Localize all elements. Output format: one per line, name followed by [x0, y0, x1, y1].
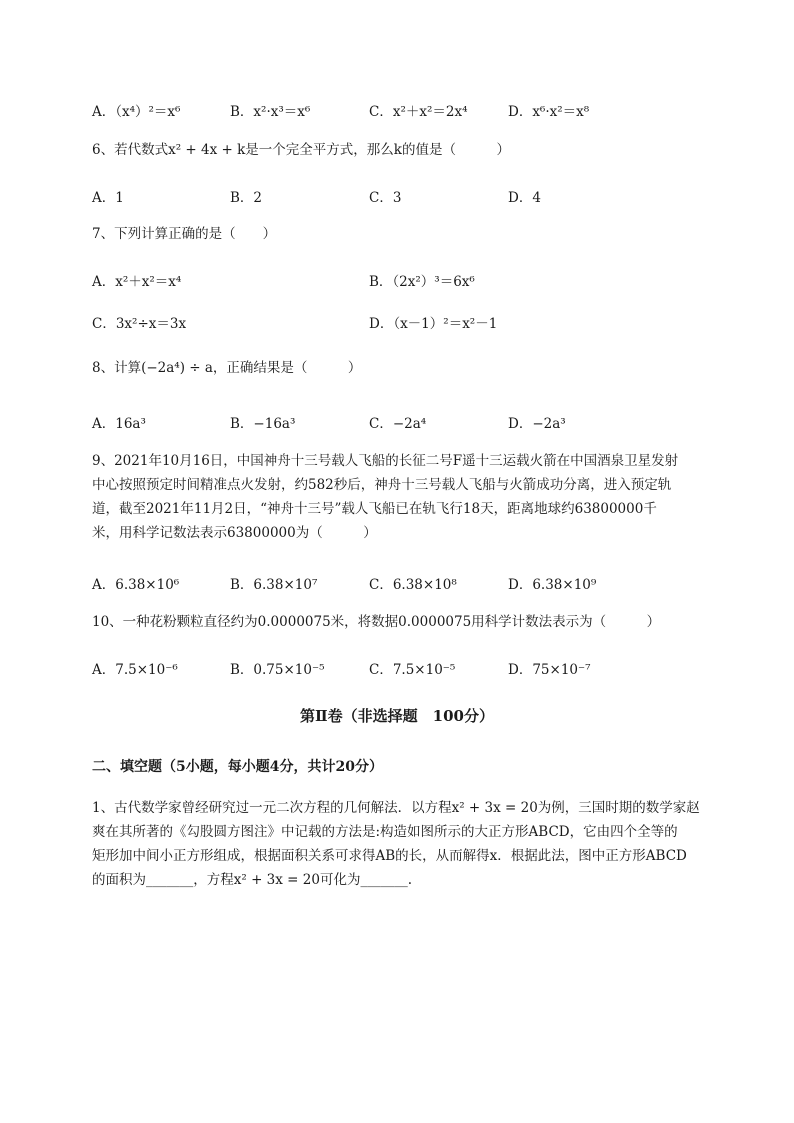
q6-option-b: B．2	[230, 190, 263, 206]
q10-option-a: A．7.5×10⁻⁶	[92, 662, 178, 678]
q9-option-a: A．6.38×10⁶	[92, 577, 180, 593]
fill1-text	[92, 796, 732, 892]
q7-option-d: D．（x－1）²＝x²－1	[369, 316, 498, 332]
q7-option-a: A．x²＋x²＝x⁴	[92, 274, 182, 290]
q5-option-d: D．x⁶·x²＝x⁸	[508, 104, 590, 120]
q8-option-b: B．−16a³	[230, 416, 296, 432]
q9-option-c: C．6.38×10⁸	[369, 577, 457, 593]
q6-option-d: D．4	[508, 190, 541, 206]
q10-text: 10、一种花粉颗粒直径约为0.0000075米，将数据0.0000075用科学计数法表示为（ ）	[92, 614, 661, 630]
section2-heading: 二、填空题（5小题，每小题4分，共计20分）	[92, 759, 383, 775]
q5-option-c: C．x²＋x²＝2x⁴	[369, 104, 468, 120]
q6-option-c: C．3	[369, 190, 402, 206]
q10-option-b: B．0.75×10⁻⁵	[230, 662, 325, 678]
q7-option-b: B．（2x²）³＝6x⁶	[369, 274, 475, 290]
q7-text: 7、下列计算正确的是（ ）	[92, 226, 277, 242]
q10-option-d: D．75×10⁻⁷	[508, 662, 591, 678]
fill1-line-1: 1、古代数学家曾经研究过一元二次方程的几何解法．以方程x² + 3x = 20为例，三国时期的数学家赵	[92, 800, 700, 816]
q9-option-b: B．6.38×10⁷	[230, 577, 318, 593]
fill1-line-4: 的面积为_______，方程x² + 3x = 20可化为_______.	[92, 872, 412, 888]
q9-line-4: 米，用科学记数法表示63800000为（ ）	[92, 525, 377, 541]
q6-option-a: A．1	[92, 190, 124, 206]
q8-option-d: D．−2a³	[508, 416, 566, 432]
q5-option-a: A．（x⁴）²＝x⁶	[92, 104, 181, 120]
q9-line-3: 道，截至2021年11月2日，“神舟十三号”载人飞船已在轨飞行18天，距离地球约63800000千	[92, 501, 657, 517]
q8-option-c: C．−2a⁴	[369, 416, 427, 432]
q9-line-1: 9、2021年10月16日，中国神舟十三号载人飞船的长征二号F遥十三运载火箭在中国酒泉卫星发射	[92, 453, 679, 469]
q9-text	[92, 449, 732, 545]
q5-option-b: B．x²·x³＝x⁶	[230, 104, 311, 120]
q10-option-c: C．7.5×10⁻⁵	[369, 662, 456, 678]
part2-title: 第Ⅱ卷（非选择题 100分）	[300, 707, 494, 725]
q8-option-a: A．16a³	[92, 416, 146, 432]
q7-option-c: C．3x²÷x＝3x	[92, 316, 187, 332]
q6-text: 6、若代数式x² + 4x + k是一个完全平方式，那么k的值是（ ）	[92, 142, 510, 158]
fill1-line-3: 矩形加中间小正方形组成，根据面积关系可求得AB的长，从而解得x．根据此法，图中正方形ABCD	[92, 848, 687, 864]
q8-text: 8、计算(−2a⁴) ÷ a，正确结果是（ ）	[92, 360, 362, 376]
fill1-line-2: 爽在其所著的《勾股圆方图注》中记载的方法是:构造如图所示的大正方形ABCD，它由四个全等的	[92, 824, 678, 840]
q9-option-d: D．6.38×10⁹	[508, 577, 597, 593]
q9-line-2: 中心按照预定时间精准点火发射，约582秒后，神舟十三号载人飞船与火箭成功分离，进入预定轨	[92, 477, 672, 493]
